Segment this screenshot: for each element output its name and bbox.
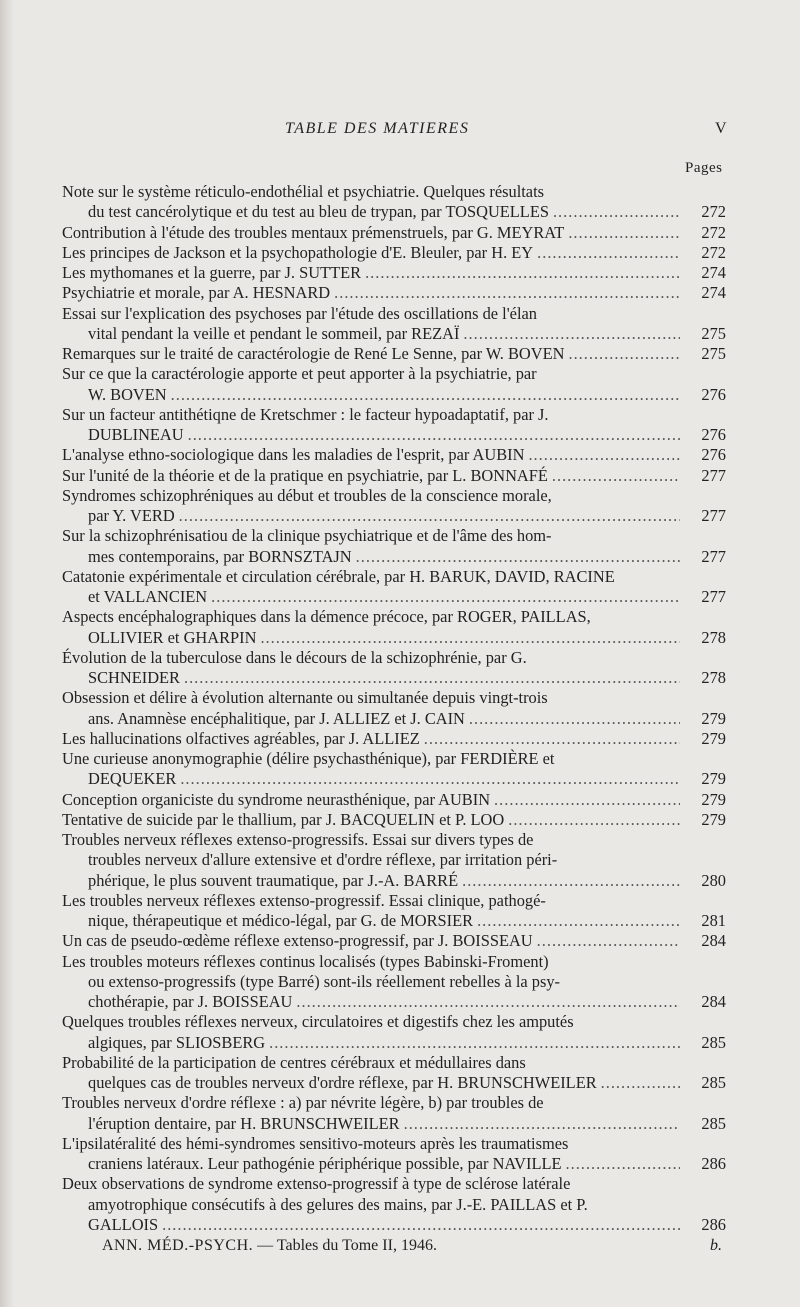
toc-page-number: 276: [701, 384, 726, 404]
toc-entry-line: [62, 830, 684, 850]
footer-citation: [102, 1237, 437, 1255]
toc-page-number: 279: [701, 708, 726, 728]
toc-entry-line: [62, 668, 684, 688]
page-footer: [102, 1237, 722, 1255]
toc-entry-text: et VALLANCIEN: [88, 587, 208, 606]
toc-entry-text: amyotrophique consécutifs à des gelures des mains, par J.-E. PAILLAS et P.: [88, 1194, 588, 1214]
toc-entry: [62, 830, 726, 891]
dot-leader: [463, 324, 680, 344]
toc-entry: [62, 952, 726, 1013]
footer-text: — Tables du Tome II, 1946.: [257, 1237, 437, 1254]
toc-entry: [62, 344, 726, 364]
toc-entry-text: Probabilité de la participation de centres cérébraux et médullaires dans: [62, 1052, 526, 1072]
dot-leader: [568, 344, 680, 364]
toc-page-number: 278: [701, 627, 726, 647]
toc-entry-line: [62, 324, 684, 344]
toc-entry: [62, 790, 726, 810]
toc-entry-line: [62, 648, 684, 668]
toc-entry: [62, 891, 726, 932]
toc-entry-text: Troubles nerveux réflexes extenso-progressifs. Essai sur divers types de: [62, 830, 534, 849]
toc-page-number: 280: [701, 870, 726, 890]
toc-page-number: 276: [701, 425, 726, 444]
toc-entry: [62, 729, 726, 749]
toc-entry-line: [62, 283, 684, 303]
dot-leader: [568, 223, 680, 243]
toc-page-number: 284: [701, 992, 726, 1011]
toc-entry: [62, 182, 726, 223]
toc-entry: [62, 223, 726, 243]
dot-leader: [601, 1073, 680, 1093]
toc-entry-line: [62, 911, 684, 931]
toc-entry-line: [62, 1134, 684, 1154]
toc-entry-text: SCHNEIDER: [88, 668, 180, 687]
toc-page-number: 279: [701, 769, 726, 789]
toc-entry-line: [62, 749, 684, 769]
toc-entry-text: Obsession et délire à évolution alternante ou simultanée depuis vingt-trois: [62, 688, 548, 708]
toc-entry-line: [62, 790, 684, 810]
toc-entry-text: Syndromes schizophréniques au début et troubles de la conscience morale,: [62, 485, 552, 505]
toc-entry-line: [62, 972, 684, 992]
toc-entry: [62, 304, 726, 345]
toc-page-number: 285: [701, 1113, 726, 1133]
pages-column-label: Pages: [685, 160, 723, 176]
toc-entry-line: [62, 445, 684, 465]
toc-entry-line: [62, 709, 684, 729]
toc-entry: [62, 607, 726, 648]
page-header: [0, 120, 800, 144]
toc-entry-text: Sur un facteur antithétiqne de Kretschmer : le facteur hypoadaptatif, par J.: [62, 404, 549, 424]
toc-entry: [62, 364, 726, 405]
toc-entry-text: Conception organiciste du syndrome neurasthénique, par AUBIN: [62, 789, 491, 809]
dot-leader: [477, 911, 680, 931]
toc-entry-line: [62, 1012, 684, 1032]
toc-entry-line: [62, 364, 684, 384]
toc-entry: [62, 810, 726, 830]
toc-entry-text: vital pendant la veille et pendant le sommeil, par REZAÏ: [88, 323, 460, 343]
toc-entry-text: Sur ce que la caractérologie apporte et peut apporter à la psychiatrie, par: [62, 364, 537, 384]
toc-entry-text: quelques cas de troubles nerveux d'ordre réflexe, par H. BRUNSCHWEILER: [88, 1073, 597, 1092]
dot-leader: [188, 425, 680, 445]
toc-entry: [62, 1134, 726, 1175]
toc-page-number: 277: [701, 506, 726, 525]
toc-entry-text: Contribution à l'étude des troubles mentaux prémenstruels, par G. MEYRAT: [62, 222, 565, 242]
signature-mark: b.: [710, 1237, 722, 1254]
toc-entry-text: nique, thérapeutique et médico-légal, par G. de MORSIER: [88, 911, 474, 930]
toc-entry-text: ou extenso-progressifs (type Barré) sont-ils réellement rebelles à la psy-: [88, 971, 560, 991]
toc-entry-line: [62, 1174, 684, 1194]
toc-entry-line: [62, 1033, 684, 1053]
toc-page-number: 286: [701, 1154, 726, 1173]
toc-entry-line: [62, 1093, 684, 1113]
dot-leader: [179, 506, 680, 526]
toc-entry-text: Sur la schizophrénisatiou de la clinique psychiatrique et de l'âme des hom-: [62, 526, 552, 546]
dot-leader: [180, 769, 680, 789]
toc-entry-line: [62, 587, 684, 607]
journal-name: ANN. MÉD.-PSYCH.: [102, 1237, 254, 1254]
toc-entry-line: [62, 628, 684, 648]
toc-page-number: 275: [701, 323, 726, 343]
toc-entry-text: Troubles nerveux d'ordre réflexe : a) par névrite légère, b) par troubles de: [62, 1093, 544, 1113]
toc-entry-line: [62, 223, 684, 243]
toc-entry-line: [62, 202, 684, 222]
toc-page-number: 276: [701, 445, 726, 465]
dot-leader: [334, 283, 680, 303]
toc-entry-text: Les troubles nerveux réflexes extenso-progressif. Essai clinique, pathogé-: [62, 890, 546, 910]
dot-leader: [469, 709, 680, 729]
toc-entry-text: Deux observations de syndrome extenso-progressif à type de sclérose latérale: [62, 1174, 571, 1194]
toc-entry-text: DUBLINEAU: [88, 425, 184, 444]
page-edge: [0, 0, 14, 1307]
toc-entry-text: Tentative de suicide par le thallium, par J. BACQUELIN et P. LOO: [62, 809, 505, 829]
toc-entry-line: [62, 952, 684, 972]
toc-entry: [62, 445, 726, 465]
dot-leader: [462, 871, 680, 891]
dot-leader: [296, 992, 680, 1012]
toc-entry-text: Catatonie expérimentale et circulation cérébrale, par H. BARUK, DAVID, RACINE: [62, 566, 615, 586]
toc-page-number: 274: [701, 283, 726, 303]
dot-leader: [528, 445, 680, 465]
toc-page-number: 272: [701, 222, 726, 242]
toc-entry-line: [62, 304, 684, 324]
toc-entry-line: [62, 405, 684, 425]
toc-entry-text: mes contemporains, par BORNSZTAJN: [88, 546, 352, 566]
dot-leader: [211, 587, 680, 607]
toc-entry-text: L'analyse ethno-sociologique dans les maladies de l'esprit, par AUBIN: [62, 445, 525, 465]
toc-entry: [62, 931, 726, 951]
toc-entry-text: Les troubles moteurs réflexes continus localisés (types Babinski-Froment): [62, 951, 549, 971]
toc-page-number: 278: [701, 668, 726, 687]
toc-entry-text: troubles nerveux d'allure extensive et d'ordre réflexe, par irritation péri-: [88, 850, 558, 870]
toc-entry-text: OLLIVIER et GHARPIN: [88, 627, 257, 647]
toc-entry-text: craniens latéraux. Leur pathogénie périphérique possible, par NAVILLE: [88, 1154, 562, 1173]
toc-entry-text: chothérapie, par J. BOISSEAU: [88, 992, 293, 1011]
toc-entry-text: L'ipsilatéralité des hémi-syndromes sensitivo-moteurs après les traumatismes: [62, 1133, 569, 1153]
toc-page-number: 279: [701, 728, 726, 748]
toc-entry-text: Une curieuse anonymographie (délire psychasthénique), par FERDIÈRE et: [62, 749, 555, 768]
toc-entry-line: [62, 344, 684, 364]
dot-leader: [260, 628, 680, 648]
toc-entry-line: [62, 1195, 684, 1215]
running-title: TABLE DES MATIERES: [285, 120, 470, 137]
dot-leader: [553, 202, 680, 222]
toc-entry-line: [62, 850, 684, 870]
toc-page-number: 274: [701, 263, 726, 282]
toc-page-number: 279: [701, 789, 726, 809]
dot-leader: [365, 263, 680, 283]
toc-entry: [62, 648, 726, 689]
toc-entry-line: [62, 1114, 684, 1134]
toc-entry-line: [62, 263, 684, 283]
dot-leader: [171, 385, 680, 405]
toc-entry: [62, 1012, 726, 1053]
toc-entry-text: du test cancérolytique et du test au bleu de trypan, par TOSQUELLES: [88, 202, 549, 222]
toc-entry-text: l'éruption dentaire, par H. BRUNSCHWEILER: [88, 1113, 400, 1133]
toc-entry-text: algiques, par SLIOSBERG: [88, 1032, 266, 1052]
toc-entry-text: par Y. VERD: [88, 506, 175, 525]
toc-entry: [62, 1174, 726, 1235]
toc-entry-text: Essai sur l'explication des psychoses par l'étude des oscillations de l'élan: [62, 303, 537, 323]
toc-page-number: 285: [701, 1032, 726, 1052]
toc-entry-line: [62, 607, 684, 627]
toc-entry-line: [62, 243, 684, 263]
dot-leader: [537, 243, 680, 263]
toc-entry-line: [62, 992, 684, 1012]
toc-page-number: 272: [701, 202, 726, 222]
toc-entry: [62, 526, 726, 567]
dot-leader: [494, 790, 680, 810]
toc-entry-line: [62, 729, 684, 749]
toc-entry: [62, 1093, 726, 1134]
toc-entry-text: Les principes de Jackson et la psychopathologie d'E. Bleuler, par H. EY: [62, 242, 534, 262]
toc-entry-line: [62, 466, 684, 486]
toc-entry-line: [62, 931, 684, 951]
toc-page-number: 284: [701, 931, 726, 951]
toc-entry-line: [62, 1053, 684, 1073]
toc-entry-text: Sur l'unité de la théorie et de la pratique en psychiatrie, par L. BONNAFÉ: [62, 465, 548, 485]
toc-entry-text: Un cas de pseudo-œdème réflexe extenso-progressif, par J. BOISSEAU: [62, 931, 533, 951]
toc-entry-line: [62, 567, 684, 587]
toc-entry-text: Aspects encéphalographiques dans la démence précoce, par ROGER, PAILLAS,: [62, 607, 591, 627]
toc-entry-line: [62, 810, 684, 830]
toc-entry-line: [62, 1215, 684, 1235]
toc-page-number: 286: [701, 1214, 726, 1234]
toc-entry-line: [62, 425, 684, 445]
toc-entry: [62, 749, 726, 790]
dot-leader: [508, 810, 680, 830]
toc-page-number: 275: [701, 344, 726, 363]
toc-entry: [62, 688, 726, 729]
toc-entry-line: [62, 385, 684, 405]
toc-entry-line: [62, 769, 684, 789]
toc-entry-line: [62, 547, 684, 567]
toc-entry-line: [62, 891, 684, 911]
toc-entry-text: DEQUEKER: [88, 769, 177, 789]
toc-entry: [62, 405, 726, 446]
toc-page-number: 279: [701, 809, 726, 829]
toc-entry-text: phérique, le plus souvent traumatique, par J.-A. BARRÉ: [88, 870, 459, 890]
dot-leader: [404, 1114, 680, 1134]
toc-entry-text: Quelques troubles réflexes nerveux, circulatoires et digestifs chez les amputés: [62, 1012, 574, 1032]
dot-leader: [269, 1033, 680, 1053]
toc-entry: [62, 243, 726, 263]
page-number: V: [715, 120, 727, 137]
toc-entry-text: GALLOIS: [88, 1214, 159, 1234]
toc-entry-line: [62, 688, 684, 708]
toc-page-number: 277: [701, 465, 726, 485]
toc-page-number: 272: [701, 242, 726, 262]
toc-page-number: 285: [701, 1073, 726, 1092]
toc-entry-text: Les hallucinations olfactives agréables, par J. ALLIEZ: [62, 728, 420, 748]
toc-entry-text: Note sur le système réticulo-endothélial et psychiatrie. Quelques résultats: [62, 182, 545, 201]
toc-entry: [62, 466, 726, 486]
toc-entry-text: Remarques sur le traité de caractérologie de René Le Senne, par W. BOVEN: [62, 344, 565, 363]
dot-leader: [356, 547, 680, 567]
toc-entry-line: [62, 1154, 684, 1174]
toc-entry-line: [62, 182, 684, 202]
toc-entry-line: [62, 871, 684, 891]
toc-entry-text: W. BOVEN: [88, 384, 167, 404]
toc-entry-line: [62, 506, 684, 526]
toc-entry: [62, 1053, 726, 1094]
toc-entry: [62, 567, 726, 608]
dot-leader: [566, 1154, 681, 1174]
toc-page-number: 281: [701, 911, 726, 930]
dot-leader: [162, 1215, 680, 1235]
toc-entry-line: [62, 1073, 684, 1093]
toc-entry-line: [62, 486, 684, 506]
toc-entry-line: [62, 526, 684, 546]
toc-entry: [62, 486, 726, 527]
dot-leader: [424, 729, 680, 749]
dot-leader: [184, 668, 680, 688]
toc-page-number: 277: [701, 587, 726, 606]
dot-leader: [537, 931, 680, 951]
toc-entry-text: Les mythomanes et la guerre, par J. SUTTER: [62, 263, 362, 282]
dot-leader: [552, 466, 680, 486]
toc-entry-text: ans. Anamnèse encéphalitique, par J. ALLIEZ et J. CAIN: [88, 708, 465, 728]
toc-entry: [62, 263, 726, 283]
table-of-contents: [62, 182, 726, 1235]
toc-entry: [62, 283, 726, 303]
toc-page-number: 277: [701, 546, 726, 566]
toc-entry-text: Psychiatrie et morale, par A. HESNARD: [62, 283, 331, 303]
toc-entry-text: Évolution de la tuberculose dans le décours de la schizophrénie, par G.: [62, 647, 527, 667]
